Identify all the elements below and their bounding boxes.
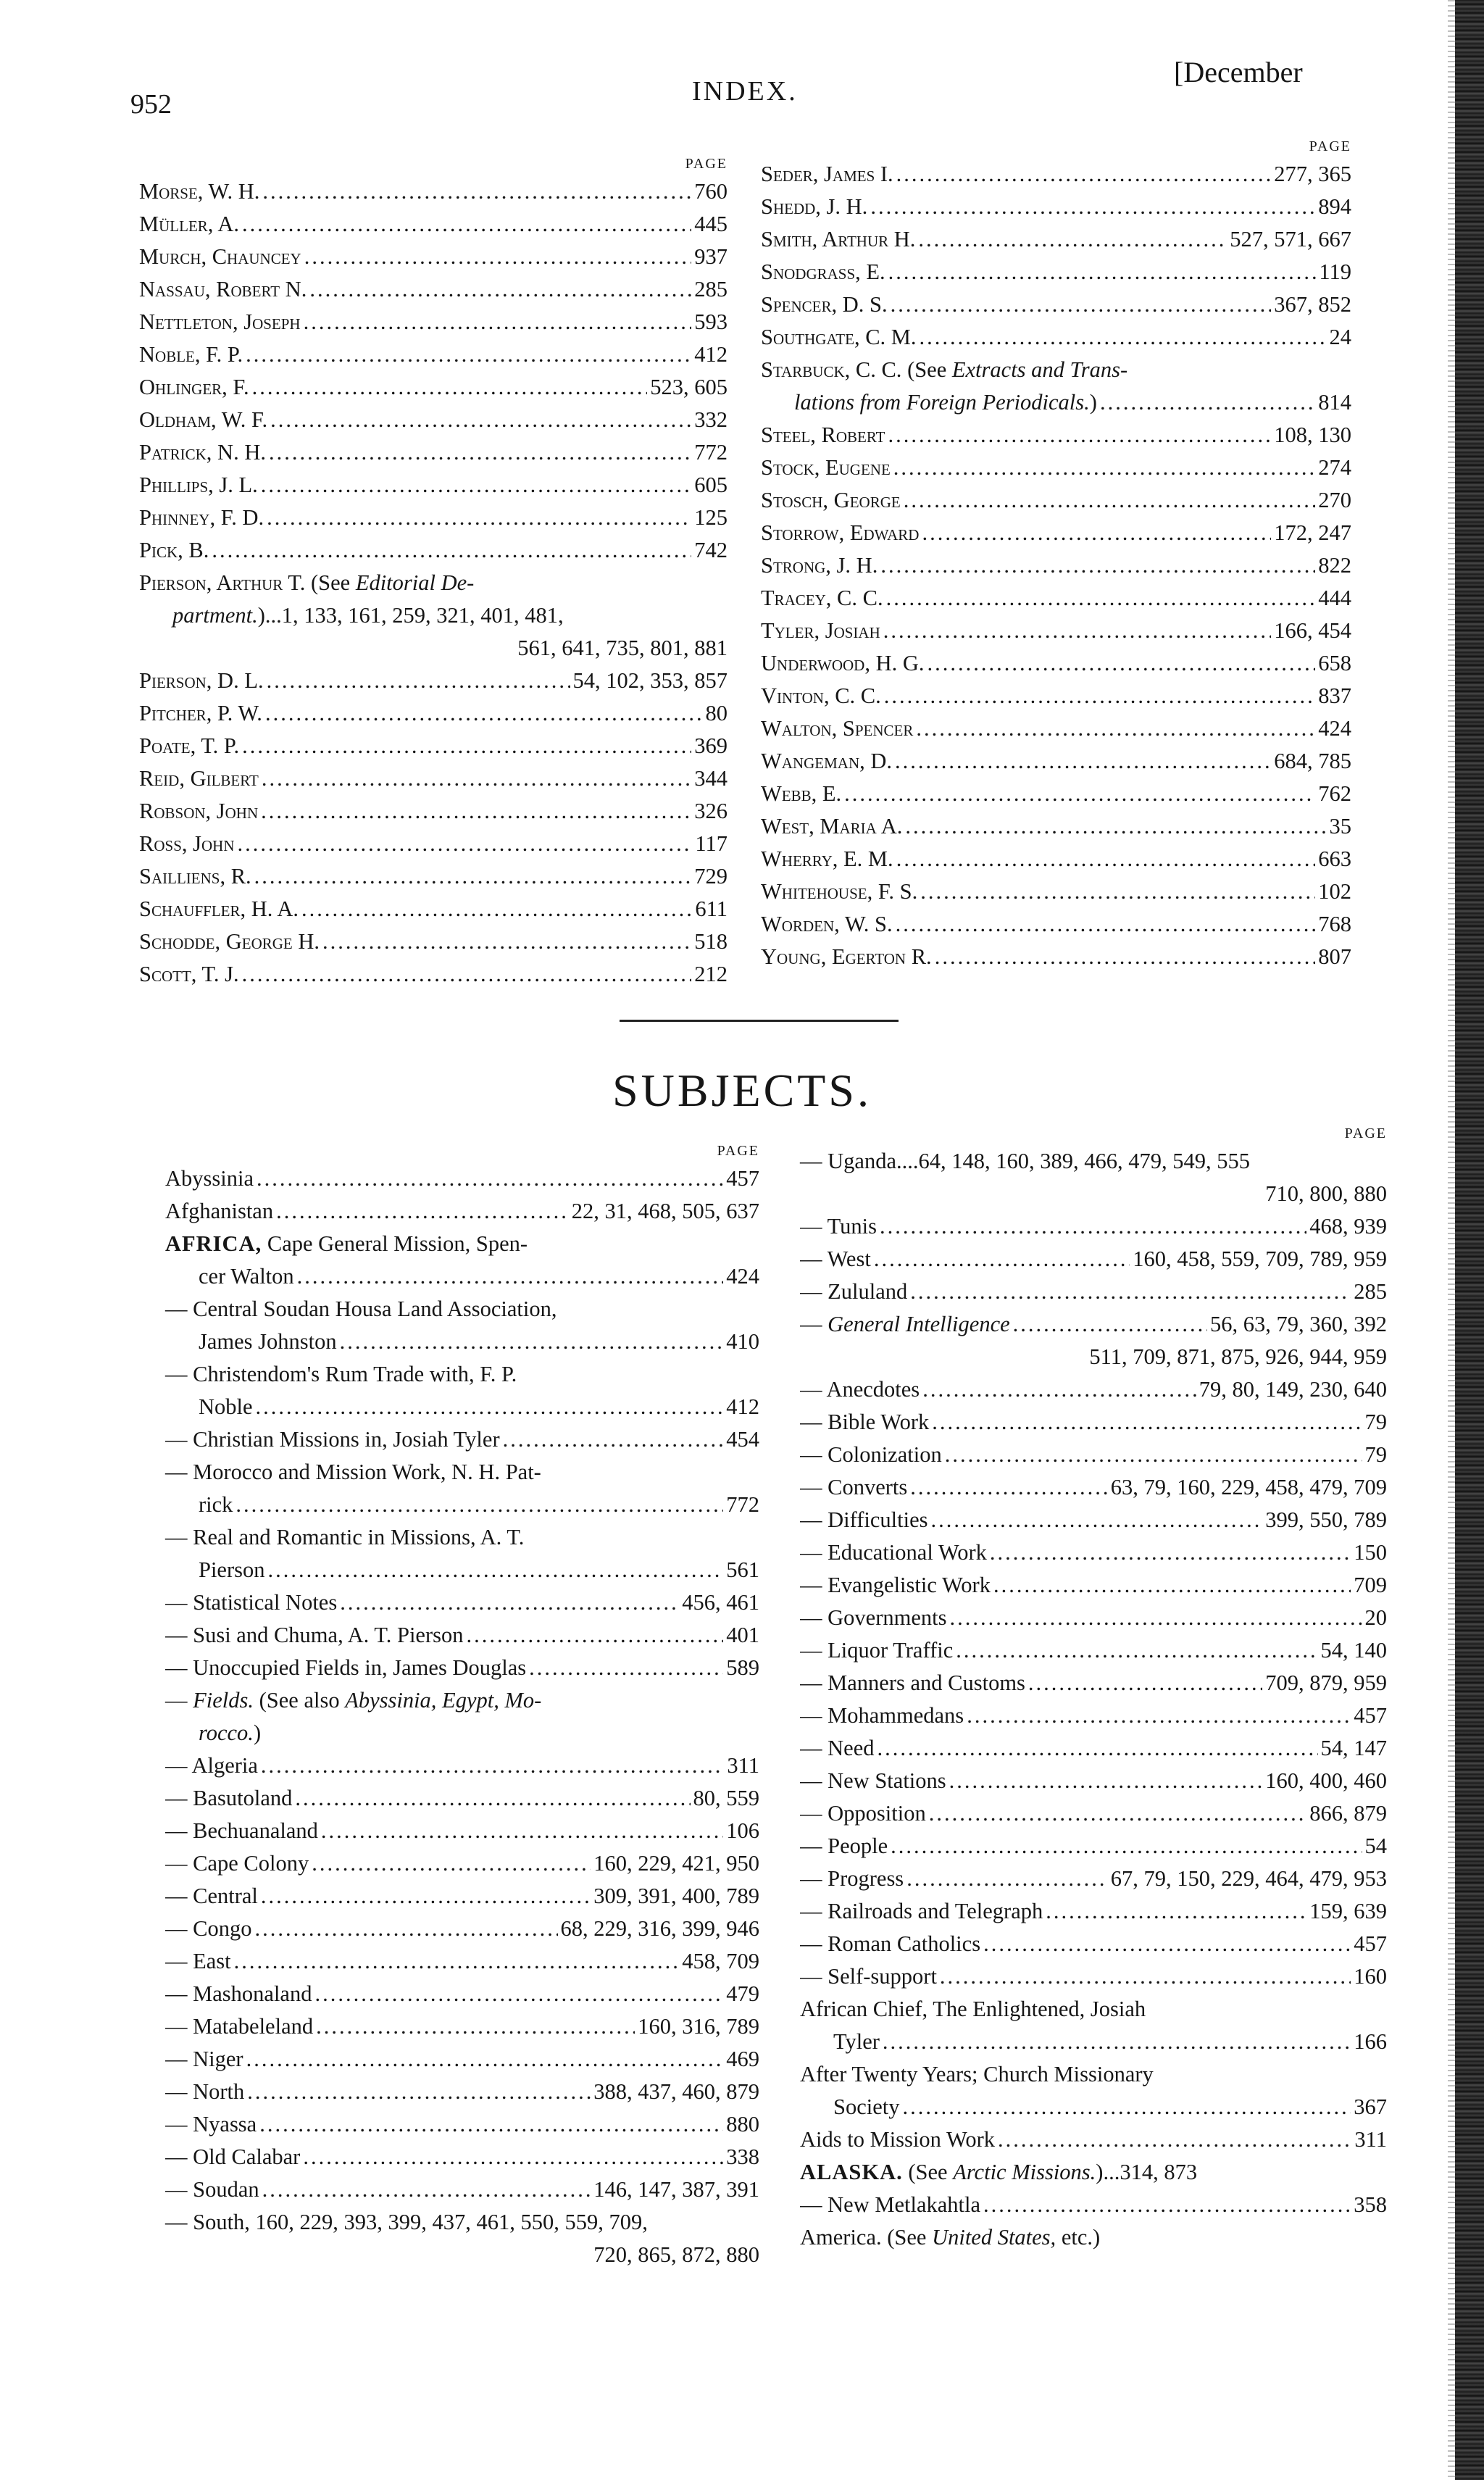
subject-entry: — Need ..... 54, 147 <box>800 1732 1387 1765</box>
subject-entry: — Governments ..... 20 <box>800 1602 1387 1634</box>
subjects-left-column <box>165 1139 759 2271</box>
subject-entry-alaska: ALASKA. (See Arctic Missions.)...314, 873 <box>800 2160 1198 2184</box>
page-column-label: PAGE <box>1309 138 1351 154</box>
index-entry: Underwood, H. G. ..... 658 <box>761 647 1351 680</box>
subject-entry: — Congo ..... 68, 229, 316, 399, 946 <box>165 1913 759 1945</box>
index-entry: Murch, Chauncey ..... 937 <box>139 241 728 273</box>
subject-entry: — Statistical Notes ..... 456, 461 <box>165 1586 759 1619</box>
subjects-right-column <box>800 1122 1387 2254</box>
subject-entry-continued: 511, 709, 871, 875, 926, 944, 959 <box>1089 1344 1387 1369</box>
subject-entry: — Colonization ..... 79 <box>800 1439 1387 1471</box>
subject-entry: — New Metlakahtla ..... 358 <box>800 2189 1387 2221</box>
subject-entry-fields: — Fields. (See also Abyssinia, Egypt, Mo- <box>165 1688 542 1713</box>
section-heading-subjects: SUBJECTS. <box>612 1065 872 1116</box>
subject-entry: — People ..... 54 <box>800 1830 1387 1863</box>
index-entry: Tyler, Josiah ..... 166, 454 <box>761 615 1351 647</box>
subject-entry: — Algeria ..... 311 <box>165 1749 759 1782</box>
page-column-label: PAGE <box>1344 1125 1387 1141</box>
subject-entry: — Roman Catholics ..... 457 <box>800 1928 1387 1960</box>
subject-entry: — Morocco and Mission Work, N. H. Pat- <box>165 1460 541 1484</box>
index-entry: Whitehouse, F. S. ..... 102 <box>761 875 1351 908</box>
subject-entry-continued: rocco.) <box>199 1720 262 1745</box>
index-entry: Snodgrass, E. ..... 119 <box>761 256 1351 288</box>
subject-entry: — Mashonaland ..... 479 <box>165 1978 759 2010</box>
index-entry: West, Maria A. ..... 35 <box>761 810 1351 843</box>
authors-right-column <box>761 135 1351 973</box>
subject-entry-general: — General Intelligence ..... 56, 63, 79, 360, 392 <box>800 1308 1387 1341</box>
subject-entry: — Susi and Chuma, A. T. Pierson ..... 401 <box>165 1619 759 1652</box>
page-column-label: PAGE <box>717 1143 759 1159</box>
section-divider <box>620 1020 899 1022</box>
subject-entry-continued: rick ..... 772 <box>165 1489 759 1521</box>
index-entry: Seder, James I. ..... 277, 365 <box>761 158 1351 191</box>
index-entry: Ohlinger, F. ..... 523, 605 <box>139 371 728 404</box>
page-month: [December <box>1174 56 1303 88</box>
subject-entry: — Converts ..... 63, 79, 160, 229, 458, 479, 709 <box>800 1471 1387 1504</box>
subject-entry: — East ..... 458, 709 <box>165 1945 759 1978</box>
index-entry: Schauffler, H. A. ..... 611 <box>139 893 728 925</box>
index-entry: Nassau, Robert N. ..... 285 <box>139 273 728 306</box>
index-entry: Sailliens, R. ..... 729 <box>139 860 728 893</box>
subject-entry: — Central Soudan Housa Land Association, <box>165 1297 557 1321</box>
subject-entry: — Manners and Customs ..... 709, 879, 959 <box>800 1667 1387 1699</box>
subject-entry: After Twenty Years; Church Missionary <box>800 2062 1154 2086</box>
index-entry: Wangeman, D. ..... 684, 785 <box>761 745 1351 778</box>
index-entry: Patrick, N. H. ..... 772 <box>139 436 728 469</box>
subject-entry: — Cape Colony ..... 160, 229, 421, 950 <box>165 1847 759 1880</box>
subject-entry-continued: James Johnston ..... 410 <box>165 1326 759 1358</box>
index-entry-pierson-pages-2: 561, 641, 735, 801, 881 <box>517 636 728 660</box>
index-entry: Stosch, George ..... 270 <box>761 484 1351 517</box>
subject-entry-continued: Tyler ..... 166 <box>800 2026 1387 2058</box>
subject-entry: — Zululand ..... 285 <box>800 1276 1387 1308</box>
index-entry-starbuck-pages: lations from Foreign Periodicals.) ..... 814 <box>761 386 1351 419</box>
index-entry: Morse, W. H. ..... 760 <box>139 175 728 208</box>
index-entry: Schodde, George H. ..... 518 <box>139 925 728 958</box>
index-entry: Steel, Robert ..... 108, 130 <box>761 419 1351 452</box>
index-entry-pierson-pages: partment.)...1, 133, 161, 259, 321, 401, 481, <box>172 603 564 628</box>
index-entry: Ross, John ..... 117 <box>139 828 728 860</box>
subject-entry: — Bible Work ..... 79 <box>800 1406 1387 1439</box>
index-entry: Phillips, J. L. ..... 605 <box>139 469 728 502</box>
subject-entry-continued: Noble ..... 412 <box>165 1391 759 1423</box>
index-entry: Tracey, C. C. ..... 444 <box>761 582 1351 615</box>
subject-entry: — Old Calabar ..... 338 <box>165 2141 759 2173</box>
subject-entry: — Evangelistic Work ..... 709 <box>800 1569 1387 1602</box>
index-entry: Walton, Spencer ..... 424 <box>761 712 1351 745</box>
subject-entry-continued: Pierson ..... 561 <box>165 1554 759 1586</box>
index-entry: Pierson, D. L. ..... 54, 102, 353, 857 <box>139 665 728 697</box>
subject-entry: — Central ..... 309, 391, 400, 789 <box>165 1880 759 1913</box>
index-entry-pierson: Pierson, Arthur T. (See Editorial De- <box>139 570 475 595</box>
index-entry: Reid, Gilbert ..... 344 <box>139 762 728 795</box>
index-entry: Scott, T. J. ..... 212 <box>139 958 728 991</box>
scan-book-edge <box>1455 0 1484 2480</box>
subject-entry: — Christian Missions in, Josiah Tyler ..... 454 <box>165 1423 759 1456</box>
subject-entry: — Railroads and Telegraph ..... 159, 639 <box>800 1895 1387 1928</box>
subject-entry-south: — South, 160, 229, 393, 399, 437, 461, 550, 559, 709, <box>165 2210 648 2234</box>
index-entry: Phinney, F. D. ..... 125 <box>139 502 728 534</box>
subject-entry-continued: Society ..... 367 <box>800 2091 1387 2123</box>
subject-entry: — Niger ..... 469 <box>165 2043 759 2076</box>
subject-entry: — Liquor Traffic ..... 54, 140 <box>800 1634 1387 1667</box>
page-title: INDEX. <box>692 76 798 107</box>
subject-entry: — Opposition ..... 866, 879 <box>800 1797 1387 1830</box>
subject-entry: — Christendom's Rum Trade with, F. P. <box>165 1362 517 1386</box>
index-entry: Strong, J. H. ..... 822 <box>761 549 1351 582</box>
subject-entry: — Matabeleland ..... 160, 316, 789 <box>165 2010 759 2043</box>
subject-entry: — Real and Romantic in Missions, A. T. <box>165 1525 525 1549</box>
subject-entry: — Basutoland ..... 80, 559 <box>165 1782 759 1815</box>
index-entry: Wherry, E. M. ..... 663 <box>761 843 1351 875</box>
subject-entry-continued: 710, 800, 880 <box>1265 1181 1387 1206</box>
index-entry: Nettleton, Joseph ..... 593 <box>139 306 728 338</box>
index-entry: Shedd, J. H. ..... 894 <box>761 191 1351 223</box>
subject-entry: Abyssinia ..... 457 <box>165 1162 759 1195</box>
index-entry: Stock, Eugene ..... 274 <box>761 452 1351 484</box>
subject-entry-uganda: — Uganda....64, 148, 160, 389, 466, 479, 549, 555 <box>800 1149 1250 1173</box>
index-entry: Noble, F. P. ..... 412 <box>139 338 728 371</box>
subject-entry: — North ..... 388, 437, 460, 879 <box>165 2076 759 2108</box>
page-column-label: PAGE <box>685 156 728 172</box>
subject-entry-continued: 720, 865, 872, 880 <box>593 2242 759 2267</box>
subject-entry: — West ..... 160, 458, 559, 709, 789, 959 <box>800 1243 1387 1276</box>
index-entry: Storrow, Edward ..... 172, 247 <box>761 517 1351 549</box>
subject-entry: — Nyassa ..... 880 <box>165 2108 759 2141</box>
index-entry: Spencer, D. S. ..... 367, 852 <box>761 288 1351 321</box>
subject-entry: — Mohammedans ..... 457 <box>800 1699 1387 1732</box>
index-entry: Robson, John ..... 326 <box>139 795 728 828</box>
index-entry: Webb, E. ..... 762 <box>761 778 1351 810</box>
subject-entry: African Chief, The Enlightened, Josiah <box>800 1997 1146 2021</box>
subject-entry: — Difficulties ..... 399, 550, 789 <box>800 1504 1387 1536</box>
subject-entry: — Unoccupied Fields in, James Douglas ..... 589 <box>165 1652 759 1684</box>
subject-entry-america: America. (See United States, etc.) <box>800 2225 1101 2250</box>
index-entry: Southgate, C. M. ..... 24 <box>761 321 1351 354</box>
index-entry: Oldham, W. F. ..... 332 <box>139 404 728 436</box>
subject-entry-africa: AFRICA, Cape General Mission, Spen- <box>165 1231 528 1256</box>
page-number: 952 <box>130 89 172 120</box>
subject-entry: — New Stations ..... 160, 400, 460 <box>800 1765 1387 1797</box>
index-entry: Worden, W. S. ..... 768 <box>761 908 1351 941</box>
index-entry: Vinton, C. C. ..... 837 <box>761 680 1351 712</box>
subject-entry: — Tunis ..... 468, 939 <box>800 1210 1387 1243</box>
subject-entry: — Anecdotes ..... 79, 80, 149, 230, 640 <box>800 1373 1387 1406</box>
subject-entry: — Bechuanaland ..... 106 <box>165 1815 759 1847</box>
subject-entry: — Educational Work ..... 150 <box>800 1536 1387 1569</box>
subject-entry: — Progress ..... 67, 79, 150, 229, 464, 479, 953 <box>800 1863 1387 1895</box>
index-entry: Müller, A. ..... 445 <box>139 208 728 241</box>
subject-entry: Afghanistan ..... 22, 31, 468, 505, 637 <box>165 1195 759 1228</box>
authors-left-column <box>139 152 728 991</box>
index-entry: Poate, T. P. ..... 369 <box>139 730 728 762</box>
index-entry: Pick, B. ..... 742 <box>139 534 728 567</box>
subject-entry: Aids to Mission Work ..... 311 <box>800 2123 1387 2156</box>
subject-entry-continued: cer Walton ..... 424 <box>165 1260 759 1293</box>
subject-entry: — Self-support ..... 160 <box>800 1960 1387 1993</box>
index-entry: Pitcher, P. W. ..... 80 <box>139 697 728 730</box>
index-entry: Young, Egerton R. ..... 807 <box>761 941 1351 973</box>
subject-entry: — Soudan ..... 146, 147, 387, 391 <box>165 2173 759 2206</box>
index-entry: Smith, Arthur H. ..... 527, 571, 667 <box>761 223 1351 256</box>
index-entry-starbuck: Starbuck, C. C. (See Extracts and Trans- <box>761 357 1128 382</box>
